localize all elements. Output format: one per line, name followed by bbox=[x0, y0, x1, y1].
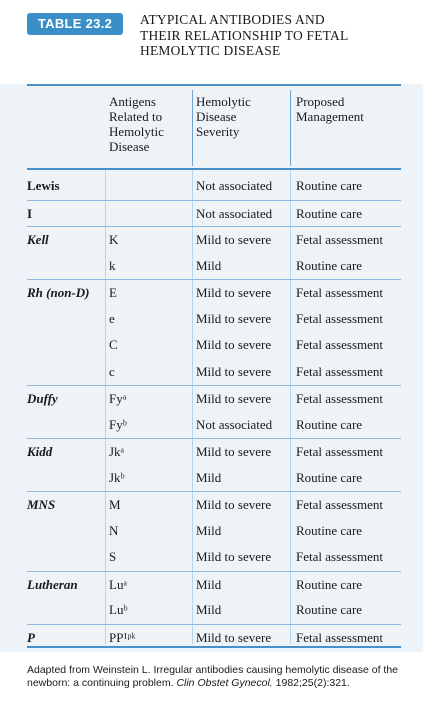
table-row bbox=[27, 226, 401, 254]
table-row bbox=[27, 332, 401, 359]
cell-severity: Mild to severe bbox=[196, 337, 272, 352]
cell-severity: Not associated bbox=[196, 416, 273, 432]
table-row bbox=[27, 173, 401, 200]
cell-severity: Mild bbox=[196, 257, 222, 273]
cell-antigen: S bbox=[109, 549, 117, 564]
cell-management: Fetal assessment bbox=[296, 391, 384, 406]
cell-antigen: e bbox=[109, 310, 115, 326]
cell-antigen: Fyᵇ bbox=[109, 416, 127, 432]
table-row bbox=[27, 412, 401, 439]
cell-antigen: C bbox=[109, 337, 118, 352]
cell-antigen: c bbox=[109, 363, 115, 379]
table-row bbox=[27, 544, 401, 571]
column-header-severity: Hemolytic Disease Severity bbox=[196, 94, 251, 139]
cell-management: Fetal assessment bbox=[296, 629, 384, 645]
cell-management: Routine care bbox=[296, 257, 363, 273]
cell-antigen: Jkᵇ bbox=[109, 469, 125, 485]
cell-severity: Mild bbox=[196, 576, 222, 592]
cell-antigen: N bbox=[109, 522, 119, 538]
table-number-badge: TABLE 23.2 bbox=[27, 13, 123, 35]
cell-severity: Mild to severe bbox=[196, 363, 272, 379]
column-header-management: Proposed Management bbox=[296, 94, 364, 124]
table-row bbox=[27, 465, 401, 492]
cell-antigen: Fyᵃ bbox=[109, 391, 127, 406]
journal-name: Clin Obstet Gynecol. bbox=[176, 677, 273, 689]
cell-severity: Not associated bbox=[196, 178, 273, 193]
cell-management: Routine care bbox=[296, 576, 363, 592]
table-title-line: ATYPICAL ANTIBODIES AND bbox=[140, 12, 325, 27]
cell-management: Routine care bbox=[296, 522, 363, 538]
cell-management: Routine care bbox=[296, 469, 363, 485]
column-header-antigens: Antigens Related to Hemolytic Disease bbox=[109, 94, 164, 154]
cell-blood-group: Rh (non-D) bbox=[27, 285, 90, 300]
cell-blood-group: Lutheran bbox=[27, 576, 78, 592]
table-title-line: THEIR RELATIONSHIP TO FETAL bbox=[140, 27, 349, 43]
cell-severity: Mild bbox=[196, 469, 222, 485]
table-row bbox=[27, 491, 401, 519]
table-source-note: Adapted from Weinstein L. Irregular antibodies causing hemolytic disease of the newborn: a continuing problem. Clin Obstet Gynecol. 1982;25(2):321. bbox=[27, 664, 399, 689]
cell-severity: Not associated bbox=[196, 205, 273, 221]
cell-severity: Mild to severe bbox=[196, 549, 272, 564]
cell-antigen: Jkᵃ bbox=[109, 444, 125, 459]
table-title bbox=[140, 12, 410, 59]
table-title-line: HEMOLYTIC DISEASE bbox=[140, 43, 281, 58]
cell-management: Fetal assessment bbox=[296, 497, 384, 512]
cell-blood-group: P bbox=[27, 629, 35, 645]
cell-management: Fetal assessment bbox=[296, 232, 384, 247]
cell-antigen: PP¹ᵖᵏ bbox=[109, 629, 136, 645]
table-row bbox=[27, 200, 401, 228]
table-header bbox=[0, 0, 423, 82]
cell-antigen: K bbox=[109, 232, 119, 247]
cell-management: Fetal assessment bbox=[296, 285, 384, 300]
table-row bbox=[27, 385, 401, 413]
column-separator bbox=[290, 90, 291, 166]
table-row bbox=[27, 597, 401, 624]
cell-management: Routine care bbox=[296, 178, 363, 193]
table-row bbox=[27, 359, 401, 386]
table-row bbox=[27, 306, 401, 333]
cell-management: Fetal assessment bbox=[296, 444, 384, 459]
cell-blood-group: Kell bbox=[27, 232, 49, 247]
column-separator bbox=[192, 90, 193, 166]
cell-management: Routine care bbox=[296, 205, 363, 221]
cell-severity: Mild to severe bbox=[196, 497, 272, 512]
table-header-rule bbox=[27, 168, 401, 170]
cell-antigen: M bbox=[109, 497, 121, 512]
cell-antigen: E bbox=[109, 285, 117, 300]
cell-severity: Mild to severe bbox=[196, 310, 272, 326]
cell-blood-group: Lewis bbox=[27, 178, 60, 193]
cell-severity: Mild to severe bbox=[196, 391, 272, 406]
cell-management: Fetal assessment bbox=[296, 310, 384, 326]
table-bottom-rule bbox=[27, 646, 401, 648]
cell-management: Fetal assessment bbox=[296, 337, 384, 352]
cell-blood-group: Kidd bbox=[27, 444, 53, 459]
cell-severity: Mild to severe bbox=[196, 444, 272, 459]
table-row bbox=[27, 438, 401, 466]
cell-management: Fetal assessment bbox=[296, 363, 384, 379]
cell-management: Routine care bbox=[296, 602, 363, 617]
table-row bbox=[27, 518, 401, 545]
table-row bbox=[27, 279, 401, 307]
cell-severity: Mild to severe bbox=[196, 629, 272, 645]
cell-management: Routine care bbox=[296, 416, 363, 432]
cell-severity: Mild bbox=[196, 522, 222, 538]
cell-severity: Mild bbox=[196, 602, 222, 617]
cell-severity: Mild to severe bbox=[196, 285, 272, 300]
antibody-table bbox=[0, 84, 423, 652]
table-row bbox=[27, 253, 401, 280]
cell-blood-group: I bbox=[27, 205, 33, 221]
cell-blood-group: MNS bbox=[27, 497, 56, 512]
cell-antigen: Luᵃ bbox=[109, 576, 127, 592]
cell-antigen: k bbox=[109, 257, 116, 273]
table-top-rule bbox=[27, 84, 401, 86]
cell-severity: Mild to severe bbox=[196, 232, 272, 247]
cell-antigen: Luᵇ bbox=[109, 602, 128, 617]
table-row bbox=[27, 571, 401, 599]
cell-management: Fetal assessment bbox=[296, 549, 384, 564]
cell-blood-group: Duffy bbox=[27, 391, 58, 406]
